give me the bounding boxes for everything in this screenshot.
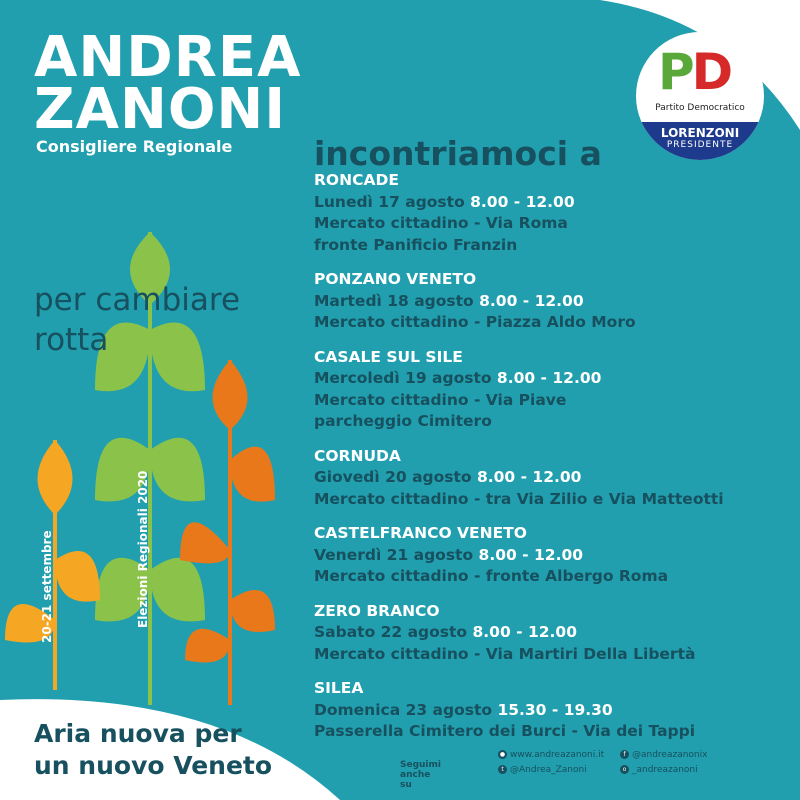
event-item bbox=[314, 601, 784, 666]
headline: incontriamoci a bbox=[314, 134, 602, 173]
event-item bbox=[314, 523, 784, 588]
event-day: Sabato 22 agosto bbox=[314, 623, 468, 641]
event-day: Lunedì 17 agosto bbox=[314, 192, 465, 211]
twitter-link[interactable] bbox=[498, 765, 587, 775]
event-day: Domenica 23 agosto bbox=[314, 700, 493, 719]
instagram-icon: o bbox=[620, 765, 629, 774]
event-place: Mercato cittadino - tra Via Zilio e Via Matteotti bbox=[314, 489, 724, 508]
event-time: 8.00 - 12.00 bbox=[476, 468, 582, 486]
event-datetime bbox=[314, 700, 784, 722]
instagram-link[interactable] bbox=[620, 765, 698, 775]
website-text: www.andreazanoni.it bbox=[510, 750, 605, 760]
pd-letter-p: P bbox=[658, 43, 692, 101]
event-time: 8.00 - 12.00 bbox=[496, 369, 602, 387]
event-item bbox=[314, 678, 784, 743]
candidate-band bbox=[636, 122, 764, 160]
event-datetime bbox=[314, 622, 784, 644]
event-item bbox=[314, 446, 784, 511]
event-list bbox=[314, 170, 784, 756]
event-place-detail: fronte Panificio Franzin bbox=[314, 235, 518, 254]
slogan bbox=[34, 718, 272, 782]
facebook-text: @andreazanonix bbox=[632, 750, 708, 760]
website-link[interactable] bbox=[498, 750, 604, 760]
event-city: CASTELFRANCO VENETO bbox=[314, 524, 527, 542]
event-day: Mercoledì 19 agosto bbox=[314, 369, 492, 387]
event-time: 8.00 - 12.00 bbox=[479, 291, 584, 310]
event-datetime bbox=[314, 291, 784, 313]
event-place: Passerella Cimitero dei Burci - Via dei Tappi bbox=[314, 722, 696, 740]
event-item bbox=[314, 269, 784, 334]
event-place: Mercato cittadino - fronte Albergo Roma bbox=[314, 567, 669, 585]
event-city: SILEA bbox=[314, 679, 364, 697]
event-city: CASALE SUL SILE bbox=[314, 347, 463, 366]
event-place: Mercato cittadino - Piazza Aldo Moro bbox=[314, 313, 636, 331]
event-day: Martedì 18 agosto bbox=[314, 291, 474, 310]
event-day: Venerdì 21 agosto bbox=[314, 545, 474, 564]
candidate-band-role: PRESIDENTE bbox=[666, 140, 734, 150]
event-city: RONCADE bbox=[314, 171, 399, 189]
event-day: Giovedì 20 agosto bbox=[314, 468, 472, 486]
facebook-link[interactable] bbox=[620, 750, 707, 760]
pd-mark bbox=[658, 44, 730, 100]
event-datetime bbox=[314, 368, 784, 390]
party-logo bbox=[636, 32, 764, 160]
instagram-text: _andreazanoni bbox=[632, 765, 698, 775]
event-time: 15.30 - 19.30 bbox=[497, 700, 613, 719]
tagline-line-2: rotta bbox=[34, 322, 109, 358]
slogan-line-2: un nuovo Veneto bbox=[34, 751, 273, 780]
event-city: ZERO BRANCO bbox=[314, 601, 440, 620]
event-time: 8.00 - 12.00 bbox=[472, 623, 577, 641]
event-time: 8.00 - 12.00 bbox=[470, 192, 575, 211]
follow-label: Seguimi anche su bbox=[400, 760, 441, 790]
twitter-text: @Andrea_Zanoni bbox=[510, 765, 587, 775]
candidate-role: Consigliere Regionale bbox=[36, 137, 233, 156]
elections-vertical: Elezioni Regionali 2020 bbox=[136, 470, 150, 628]
candidate-name bbox=[34, 25, 302, 142]
party-name: Partito Democratico bbox=[655, 103, 745, 113]
event-datetime bbox=[314, 467, 784, 489]
event-city: CORNUDA bbox=[314, 446, 401, 465]
event-city: PONZANO VENETO bbox=[314, 270, 477, 288]
tagline-line-1: per cambiare bbox=[34, 282, 241, 318]
event-place-detail: parcheggio Cimitero bbox=[314, 412, 492, 430]
event-datetime bbox=[314, 545, 784, 567]
facebook-icon: f bbox=[620, 750, 629, 759]
twitter-icon: t bbox=[498, 765, 507, 774]
event-datetime bbox=[314, 192, 784, 214]
name-line-1: ANDREA bbox=[34, 25, 302, 90]
election-dates-vertical: 20-21 settembre bbox=[40, 530, 54, 643]
name-line-2: ZANONI bbox=[34, 77, 287, 142]
event-item bbox=[314, 347, 784, 433]
tagline bbox=[34, 280, 294, 360]
event-time: 8.00 - 12.00 bbox=[478, 545, 584, 564]
event-place: Mercato cittadino - Via Piave bbox=[314, 390, 567, 409]
event-place: Mercato cittadino - Via Roma bbox=[314, 214, 568, 232]
event-item bbox=[314, 170, 784, 256]
globe-icon: ● bbox=[499, 751, 506, 758]
candidate-band-name: LORENZONI bbox=[660, 126, 740, 140]
pd-letter-d: D bbox=[691, 43, 731, 101]
slogan-line-1: Aria nuova per bbox=[34, 719, 242, 748]
event-place: Mercato cittadino - Via Martiri Della Libertà bbox=[314, 644, 696, 663]
